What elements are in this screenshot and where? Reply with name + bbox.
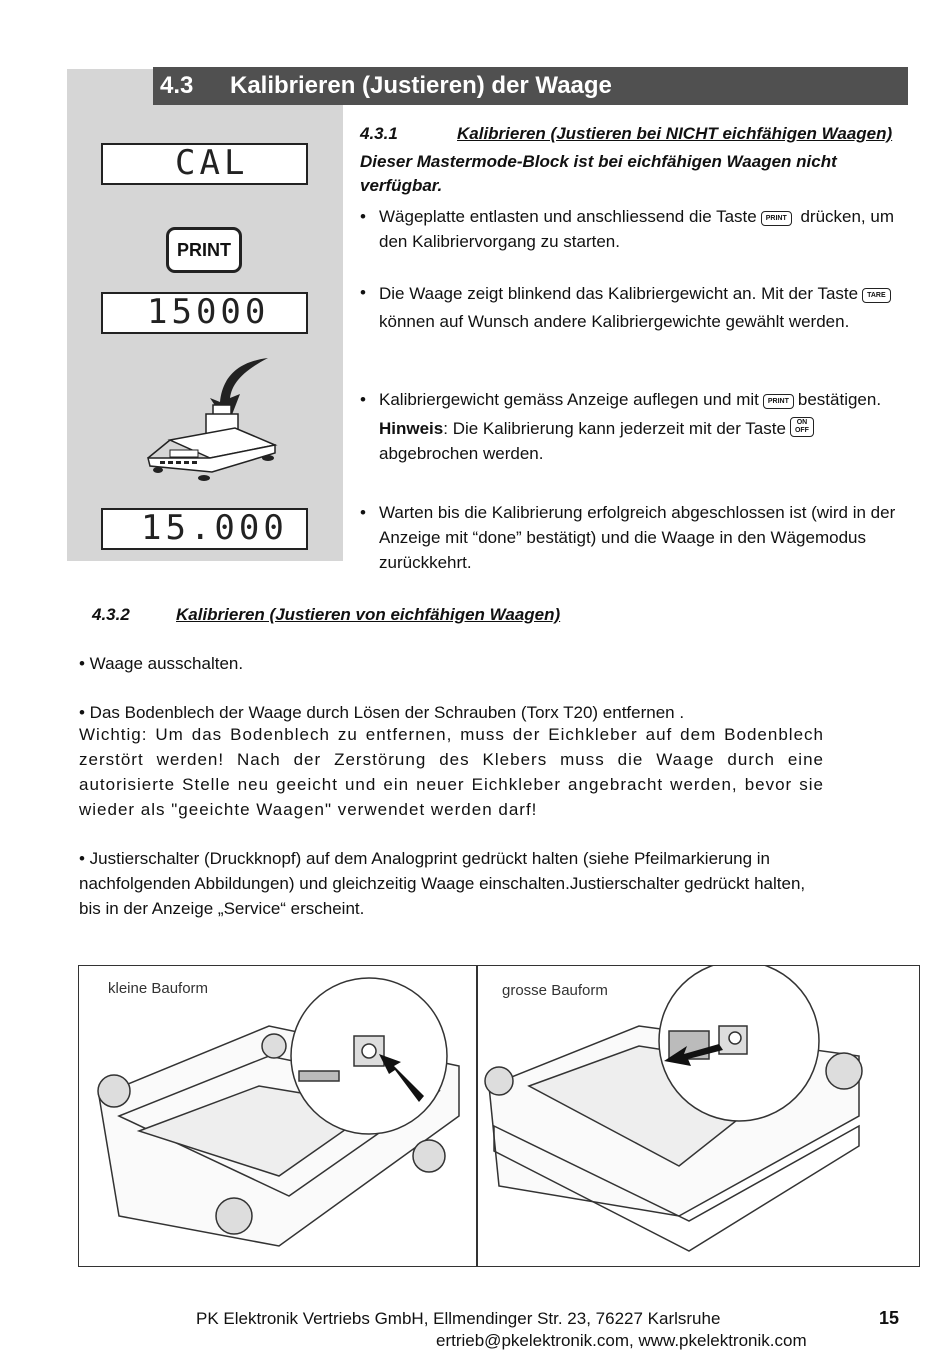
on-off-key-icon: ON OFF	[790, 417, 814, 437]
tare-key-icon: TARE	[862, 288, 891, 303]
step-switch-off: • Waage ausschalten.	[79, 654, 244, 673]
figure-divider	[476, 965, 478, 1267]
bullet-wait-done: • Warten bis die Kalibrierung erfolgreich abgeschlossen ist (wird in der Anzeige mit “done” bestätigt) und die Waage in den Wägemodus zurückkehrt.	[360, 503, 896, 572]
subsection-title-2: Kalibrieren (Justieren von eichfähigen Waagen)	[176, 605, 561, 624]
print-key-small-icon: PRINT	[761, 211, 792, 226]
figure-label-small: kleine Bauform	[108, 980, 209, 997]
figure-label-large: grosse Bauform	[502, 982, 608, 999]
footer-contact: ertrieb@pkelektronik.com, www.pkelektronik.com	[436, 1331, 807, 1350]
subsection-title: Kalibrieren (Justieren bei NICHT eichfähigen Waagen)	[457, 124, 893, 143]
print-key-icon: PRINT	[166, 227, 242, 273]
scale-underside-illustration	[79, 966, 919, 1266]
display-weight: 15000	[101, 292, 308, 334]
scale-with-weight-icon	[140, 350, 290, 495]
print-key-small-icon: PRINT	[763, 394, 794, 409]
bullet-place-weight: • Kalibriergewicht gemäss Anzeige auflegen und mit PRINT bestätigen. Hinweis: Die Kalibrierung kann jederzeit mit der Taste ON OFF abgebrochen werden.	[360, 390, 882, 463]
bullet-blinking-weight: • Die Waage zeigt blinkend das Kalibriergewicht an. Mit der Taste TARE können auf Wunsch andere Kalibriergewichte gewählt werden.	[360, 280, 908, 356]
subsection-number-2: 4.3.2	[92, 605, 130, 624]
section-number: 4.3	[160, 72, 194, 99]
section-title: Kalibrieren (Justieren) der Waage	[230, 72, 612, 99]
step-remove-plate: • Das Bodenblech der Waage durch Lösen der Schrauben (Torx T20) entfernen .	[79, 703, 685, 722]
figure-scale-bottom-views	[78, 965, 920, 1267]
footer-address: PK Elektronik Vertriebs GmbH, Ellmendinger Str. 23, 76227 Karlsruhe	[196, 1309, 721, 1328]
subsection-intro: Dieser Mastermode-Block ist bei eichfähigen Waagen nicht verfügbar.	[360, 152, 837, 195]
display-cal: CAL	[101, 143, 308, 185]
page-number: 15	[879, 1308, 900, 1328]
step-hold-switch: • Justierschalter (Druckknopf) auf dem Analogprint gedrückt halten (siehe Pfeilmarkierung in nachfolgenden Abbildungen) und gleichzeitig Waage einschalten.Justierschalter gedrückt halten, bis in der Anzeige „Service“ erscheint.	[79, 849, 806, 918]
bullet-unload: • Wägeplatte entlasten und anschliessend die Taste PRINT drücken, um den Kalibriervorgang zu starten.	[360, 207, 894, 251]
warning-paragraph: Wichtig: Um das Bodenblech zu entfernen, muss der Eichkleber auf dem Bodenblech zerstört werden! Nach der Zerstörung des Klebers muss die Waage durch eine autorisierte Stelle neu geeicht und ein neuer Eichkleber angebracht werden, bevor sie wieder als "geeichte Waagen" verwendet werden darf!	[79, 725, 824, 819]
subsection-number: 4.3.1	[360, 124, 398, 143]
hint-label: Hinweis	[379, 419, 444, 438]
display-weight-done: 15.000	[101, 508, 308, 550]
